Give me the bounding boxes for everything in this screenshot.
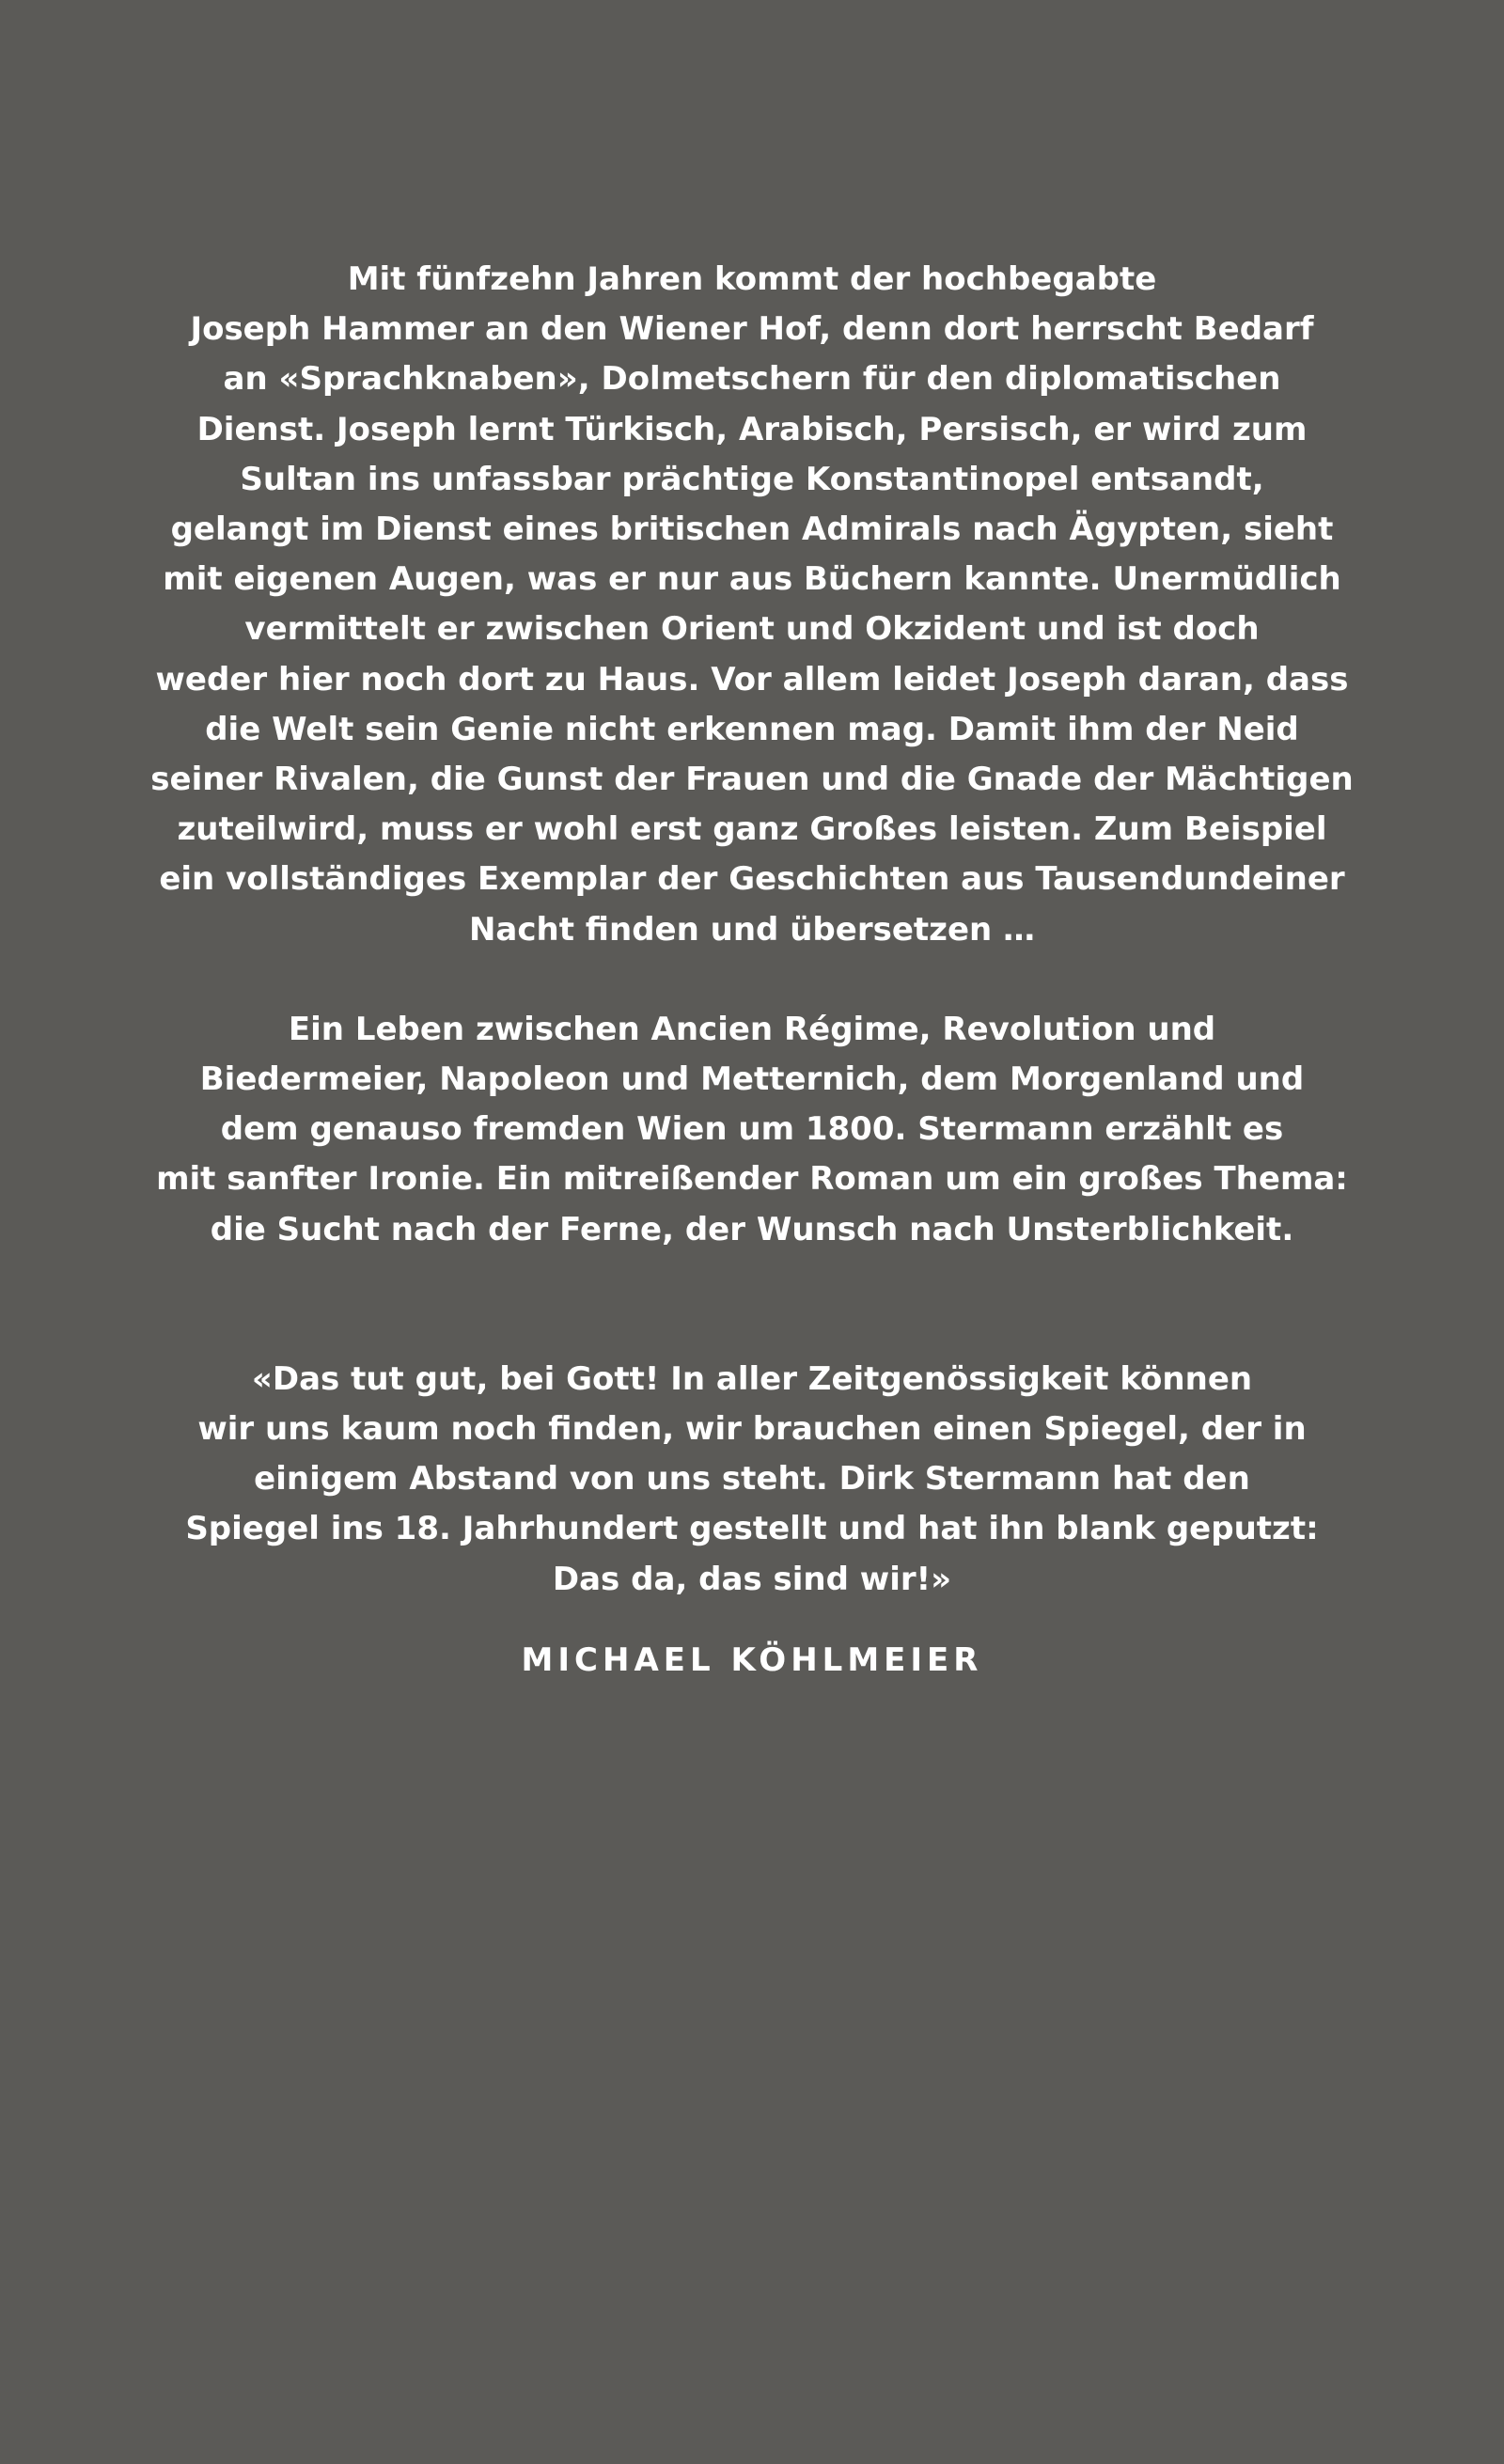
blurb-line: Nacht finden und übersetzen … — [468, 910, 1036, 949]
blurb-line: Joseph Hammer an den Wiener Hof, denn dort herrscht Bedarf — [190, 310, 1314, 349]
blurb-line: die Welt sein Genie nicht erkennen mag. Damit ihm der Neid — [205, 710, 1299, 748]
blurb-line: Sultan ins unfassbar prächtige Konstantinopel entsandt, — [240, 460, 1264, 498]
blurb-line: gelangt im Dienst eines britischen Admirals nach Ägypten, sieht — [170, 510, 1334, 549]
blurb-line: dem genauso fremden Wien um 1800. Stermann erzählt es — [220, 1110, 1284, 1149]
paragraph-spacer — [0, 955, 1504, 1005]
blurb-paragraph-2 — [94, 1005, 1410, 1255]
quote-line: Spiegel ins 18. Jahrhundert gestellt und hat ihn blank geputzt: — [185, 1510, 1319, 1548]
blurb-line: zuteilwird, muss er wohl erst ganz Großes leisten. Zum Beispiel — [177, 810, 1327, 849]
blurb-line: seiner Rivalen, die Gunst der Frauen und die Gnade der Mächtigen — [150, 761, 1354, 799]
quote-line: einigem Abstand von uns steht. Dirk Stermann hat den — [254, 1460, 1250, 1499]
blurb-line: Biedermeier, Napoleon und Metternich, dem Morgenland und — [199, 1060, 1305, 1099]
blurb-line: weder hier noch dort zu Haus. Vor allem leidet Joseph daran, dass — [155, 660, 1349, 698]
quote-author: MICHAEL KÖHLMEIER — [521, 1640, 983, 1679]
blurb-line: Ein Leben zwischen Ancien Régime, Revolution und — [288, 1010, 1216, 1048]
blurb-paragraph-1 — [94, 255, 1410, 955]
blurb-line: an «Sprachknaben», Dolmetschern für den diplomatischen — [223, 360, 1281, 399]
quote-line: «Das tut gut, bei Gott! In aller Zeitgenössigkeit können — [251, 1359, 1253, 1398]
author-spacer — [0, 1605, 1504, 1637]
blurb-line: vermittelt er zwischen Orient und Okzident und ist doch — [244, 610, 1260, 649]
blurb-line: ein vollständiges Exemplar der Geschichten aus Tausendundeiner — [159, 860, 1345, 899]
blurb-line: Dienst. Joseph lernt Türkisch, Arabisch, Persisch, er wird zum — [196, 410, 1308, 448]
blurb-line: mit eigenen Augen, was er nur aus Büchern kannte. Unermüdlich — [163, 560, 1341, 599]
quote-line: wir uns kaum noch finden, wir brauchen einen Spiegel, der in — [197, 1410, 1307, 1449]
blurb-line: Mit fünfzehn Jahren kommt der hochbegabte — [347, 260, 1157, 298]
quote-line: Das da, das sind wir!» — [552, 1560, 952, 1598]
review-quote — [94, 1355, 1410, 1605]
section-spacer — [0, 1255, 1504, 1355]
blurb-line: die Sucht nach der Ferne, der Wunsch nach Unsterblichkeit. — [210, 1210, 1294, 1248]
blurb-line: mit sanfter Ironie. Ein mitreißender Roman um ein großes Thema: — [156, 1160, 1348, 1199]
